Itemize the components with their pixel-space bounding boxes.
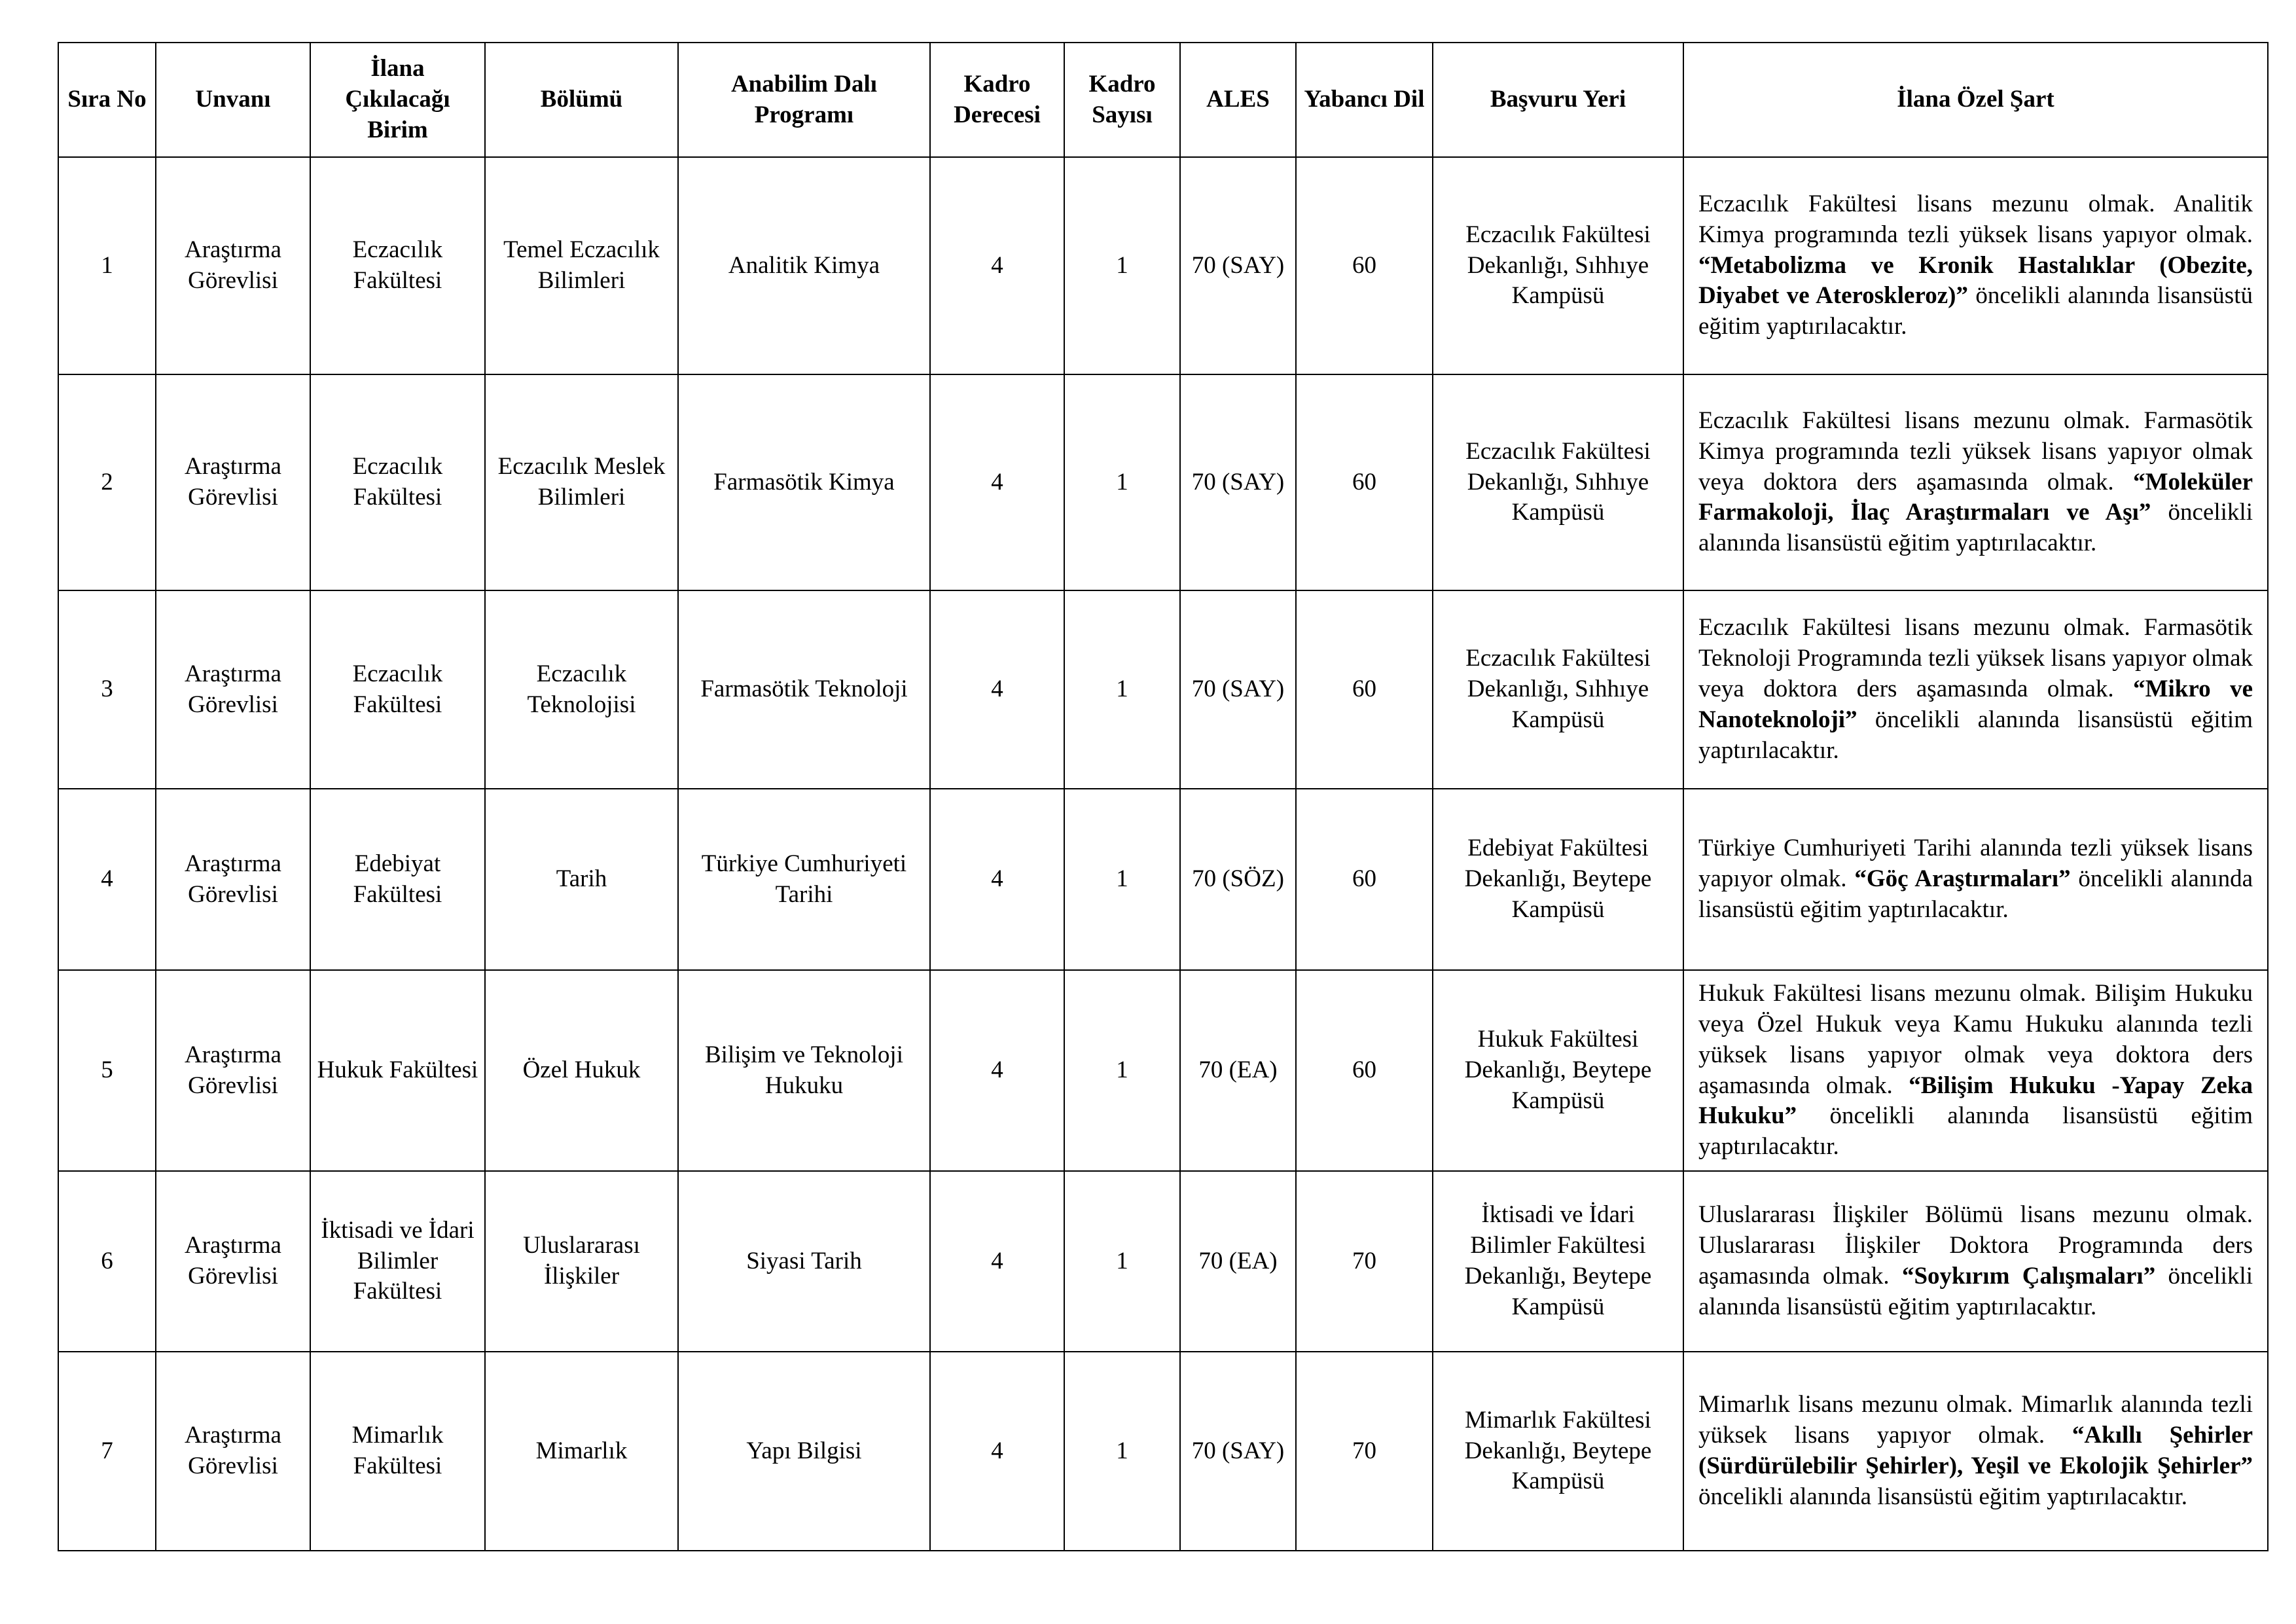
cell-program: Analitik Kimya bbox=[678, 157, 930, 374]
cell-ozel-sart bbox=[1683, 590, 2268, 789]
cell-birim: Hukuk Fakültesi bbox=[310, 970, 485, 1171]
cell-basvuru: Hukuk Fakültesi Dekanlığı, Beytepe Kampüsü bbox=[1433, 970, 1683, 1171]
cell-bolum: Tarih bbox=[485, 789, 678, 970]
cell-program: Farmasötik Kimya bbox=[678, 374, 930, 590]
cell-dil: 70 bbox=[1296, 1171, 1433, 1352]
sart-priority-area: “Moleküler Farmakoloji, İlaç Araştırmaları ve Aşı” bbox=[1698, 468, 2253, 526]
cell-ales: 70 (SAY) bbox=[1180, 1352, 1296, 1551]
cell-unvan: Araştırma Görevlisi bbox=[156, 590, 310, 789]
cell-sayi: 1 bbox=[1064, 1352, 1180, 1551]
cell-ozel-sart bbox=[1683, 157, 2268, 374]
sart-text-end: öncelikli alanında lisansüstü eğitim yaptırılacaktır. bbox=[1698, 706, 2253, 764]
cell-unvan: Araştırma Görevlisi bbox=[156, 374, 310, 590]
header-birim: İlana Çıkılacağı Birim bbox=[310, 43, 485, 157]
sart-text: Mimarlık lisans mezunu olmak. Mimarlık alanında tezli yüksek lisans yapıyor olmak. bbox=[1698, 1391, 2253, 1449]
table-row bbox=[58, 1171, 2268, 1352]
cell-program: Farmasötik Teknoloji bbox=[678, 590, 930, 789]
cell-derece: 4 bbox=[930, 374, 1064, 590]
header-anabilim: Anabilim Dalı Programı bbox=[678, 43, 930, 157]
cell-dil: 70 bbox=[1296, 1352, 1433, 1551]
cell-no: 4 bbox=[58, 789, 156, 970]
cell-no: 2 bbox=[58, 374, 156, 590]
sart-text: Eczacılık Fakültesi lisans mezunu olmak. Farmasötik Teknoloji Programında tezli yüksek lisans yapıyor olmak veya doktora ders aşamasında olmak. bbox=[1698, 614, 2253, 702]
cell-ales: 70 (SAY) bbox=[1180, 374, 1296, 590]
cell-sayi: 1 bbox=[1064, 1171, 1180, 1352]
cell-no: 7 bbox=[58, 1352, 156, 1551]
cell-sayi: 1 bbox=[1064, 590, 1180, 789]
cell-unvan: Araştırma Görevlisi bbox=[156, 1352, 310, 1551]
cell-bolum: Eczacılık Teknolojisi bbox=[485, 590, 678, 789]
cell-derece: 4 bbox=[930, 590, 1064, 789]
sart-text: Eczacılık Fakültesi lisans mezunu olmak. Farmasötik Kimya programında tezli yüksek lisans yapıyor olmak veya doktora ders aşamasında olmak. bbox=[1698, 406, 2253, 496]
sart-text-end: öncelikli alanında lisansüstü eğitim yaptırılacaktır. bbox=[1698, 282, 2253, 340]
cell-birim: Eczacılık Fakültesi bbox=[310, 374, 485, 590]
sart-text: Eczacılık Fakültesi lisans mezunu olmak. Analitik Kimya programında tezli yüksek lisans yapıyor olmak. bbox=[1698, 190, 2253, 248]
header-yabanci-dil: Yabancı Dil bbox=[1296, 43, 1433, 157]
cell-program: Siyasi Tarih bbox=[678, 1171, 930, 1352]
cell-derece: 4 bbox=[930, 1352, 1064, 1551]
sart-priority-area: “Göç Araştırmaları” bbox=[1854, 865, 2071, 892]
cell-basvuru: Mimarlık Fakültesi Dekanlığı, Beytepe Kampüsü bbox=[1433, 1352, 1683, 1551]
header-unvani: Unvanı bbox=[156, 43, 310, 157]
cell-unvan: Araştırma Görevlisi bbox=[156, 970, 310, 1171]
cell-dil: 60 bbox=[1296, 590, 1433, 789]
sart-priority-area: “Akıllı Şehirler (Sürdürülebilir Şehirler), Yeşil ve Ekolojik Şehirler” bbox=[1698, 1422, 2253, 1479]
table-row bbox=[58, 789, 2268, 970]
cell-program: Yapı Bilgisi bbox=[678, 1352, 930, 1551]
table-row bbox=[58, 157, 2268, 374]
cell-sayi: 1 bbox=[1064, 789, 1180, 970]
cell-bolum: Uluslararası İlişkiler bbox=[485, 1171, 678, 1352]
cell-ozel-sart bbox=[1683, 374, 2268, 590]
position-table-container bbox=[58, 42, 2267, 1551]
cell-dil: 60 bbox=[1296, 970, 1433, 1171]
cell-derece: 4 bbox=[930, 789, 1064, 970]
sart-text-end: öncelikli alanında lisansüstü eğitim yaptırılacaktır. bbox=[1698, 499, 2253, 557]
cell-bolum: Özel Hukuk bbox=[485, 970, 678, 1171]
cell-no: 5 bbox=[58, 970, 156, 1171]
cell-dil: 60 bbox=[1296, 789, 1433, 970]
sart-text-end: öncelikli alanında lisansüstü eğitim yaptırılacaktır. bbox=[1698, 1483, 2188, 1510]
table-row bbox=[58, 970, 2268, 1171]
sart-priority-area: “Soykırım Çalışmaları” bbox=[1901, 1263, 2156, 1290]
position-table bbox=[58, 42, 2269, 1551]
sart-priority-area: “Metabolizma ve Kronik Hastalıklar (Obezite, Diyabet ve Ateroskleroz)” bbox=[1698, 251, 2253, 310]
cell-sayi: 1 bbox=[1064, 374, 1180, 590]
cell-unvan: Araştırma Görevlisi bbox=[156, 789, 310, 970]
cell-sayi: 1 bbox=[1064, 970, 1180, 1171]
cell-dil: 60 bbox=[1296, 374, 1433, 590]
cell-unvan: Araştırma Görevlisi bbox=[156, 1171, 310, 1352]
header-sira-no: Sıra No bbox=[58, 43, 156, 157]
cell-basvuru: Eczacılık Fakültesi Dekanlığı, Sıhhıye Kampüsü bbox=[1433, 374, 1683, 590]
cell-derece: 4 bbox=[930, 157, 1064, 374]
cell-derece: 4 bbox=[930, 1171, 1064, 1352]
sart-priority-area: “Mikro ve Nanoteknoloji” bbox=[1698, 676, 2253, 733]
sart-text: Türkiye Cumhuriyeti Tarihi alanında tezli yüksek lisans yapıyor olmak. bbox=[1698, 835, 2253, 892]
sart-text: Hukuk Fakültesi lisans mezunu olmak. Bilişim Hukuku veya Özel Hukuk veya Kamu Hukuku alanında tezli yüksek lisans yapıyor olmak veya doktora ders aşamasında olmak. bbox=[1698, 979, 2253, 1099]
cell-derece: 4 bbox=[930, 970, 1064, 1171]
header-basvuru-yeri: Başvuru Yeri bbox=[1433, 43, 1683, 157]
header-ozel-sart: İlana Özel Şart bbox=[1683, 43, 2268, 157]
cell-bolum: Eczacılık Meslek Bilimleri bbox=[485, 374, 678, 590]
cell-no: 1 bbox=[58, 157, 156, 374]
cell-ozel-sart bbox=[1683, 1171, 2268, 1352]
cell-no: 6 bbox=[58, 1171, 156, 1352]
sart-text-end: öncelikli alanında lisansüstü eğitim yaptırılacaktır. bbox=[1698, 865, 2253, 923]
cell-unvan: Araştırma Görevlisi bbox=[156, 157, 310, 374]
cell-birim: Mimarlık Fakültesi bbox=[310, 1352, 485, 1551]
cell-birim: İktisadi ve İdari Bilimler Fakültesi bbox=[310, 1171, 485, 1352]
sart-priority-area: “Bilişim Hukuku -Yapay Zeka Hukuku” bbox=[1698, 1072, 2253, 1130]
cell-ozel-sart bbox=[1683, 789, 2268, 970]
cell-birim: Eczacılık Fakültesi bbox=[310, 157, 485, 374]
cell-birim: Edebiyat Fakültesi bbox=[310, 789, 485, 970]
cell-ales: 70 (EA) bbox=[1180, 1171, 1296, 1352]
header-bolumu: Bölümü bbox=[485, 43, 678, 157]
sart-text-end: öncelikli alanında lisansüstü eğitim yaptırılacaktır. bbox=[1698, 1102, 2253, 1161]
cell-ozel-sart bbox=[1683, 970, 2268, 1171]
header-kadro-derecesi: Kadro Derecesi bbox=[930, 43, 1064, 157]
sart-text: Uluslararası İlişkiler Bölümü lisans mezunu olmak. Uluslararası İlişkiler Doktora Programında ders aşamasında olmak. bbox=[1698, 1201, 2253, 1290]
cell-basvuru: Eczacılık Fakültesi Dekanlığı, Sıhhıye Kampüsü bbox=[1433, 590, 1683, 789]
cell-program: Bilişim ve Teknoloji Hukuku bbox=[678, 970, 930, 1171]
sart-text-end: öncelikli alanında lisansüstü eğitim yaptırılacaktır. bbox=[1698, 1263, 2253, 1320]
cell-dil: 60 bbox=[1296, 157, 1433, 374]
cell-basvuru: Eczacılık Fakültesi Dekanlığı, Sıhhıye Kampüsü bbox=[1433, 157, 1683, 374]
cell-sayi: 1 bbox=[1064, 157, 1180, 374]
cell-ales: 70 (SAY) bbox=[1180, 157, 1296, 374]
cell-bolum: Temel Eczacılık Bilimleri bbox=[485, 157, 678, 374]
cell-basvuru: İktisadi ve İdari Bilimler Fakültesi Dekanlığı, Beytepe Kampüsü bbox=[1433, 1171, 1683, 1352]
header-kadro-sayisi: Kadro Sayısı bbox=[1064, 43, 1180, 157]
cell-ales: 70 (SÖZ) bbox=[1180, 789, 1296, 970]
header-ales: ALES bbox=[1180, 43, 1296, 157]
cell-ales: 70 (EA) bbox=[1180, 970, 1296, 1171]
cell-basvuru: Edebiyat Fakültesi Dekanlığı, Beytepe Kampüsü bbox=[1433, 789, 1683, 970]
cell-ozel-sart bbox=[1683, 1352, 2268, 1551]
cell-bolum: Mimarlık bbox=[485, 1352, 678, 1551]
table-row bbox=[58, 590, 2268, 789]
cell-no: 3 bbox=[58, 590, 156, 789]
header-row bbox=[58, 43, 2268, 157]
table-row bbox=[58, 374, 2268, 590]
table-row bbox=[58, 1352, 2268, 1551]
cell-ales: 70 (SAY) bbox=[1180, 590, 1296, 789]
cell-birim: Eczacılık Fakültesi bbox=[310, 590, 485, 789]
cell-program: Türkiye Cumhuriyeti Tarihi bbox=[678, 789, 930, 970]
